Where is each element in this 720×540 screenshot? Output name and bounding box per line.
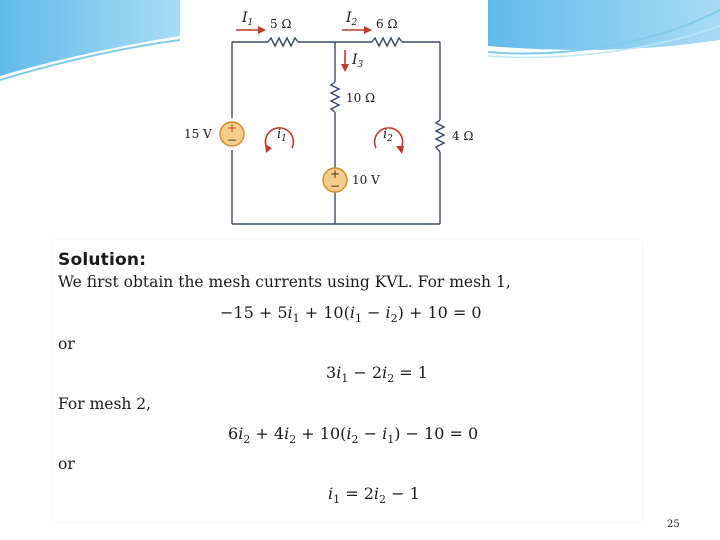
circuit-figure xyxy=(180,0,488,238)
mesh2-intro: For mesh 2, xyxy=(58,395,152,413)
resistor-6ohm xyxy=(372,38,402,46)
or-text-1: or xyxy=(58,335,75,353)
resistor-5ohm xyxy=(268,38,298,46)
mesh1-arrowhead xyxy=(265,144,272,153)
wave-left xyxy=(0,0,180,76)
label-r2: 6 Ω xyxy=(376,17,398,31)
solution-intro: We first obtain the mesh currents using KVL. For mesh 1, xyxy=(58,273,511,291)
resistor-10ohm xyxy=(331,82,339,112)
label-mesh2: $i_2$ xyxy=(383,127,393,144)
circuit-diagram xyxy=(180,0,488,238)
label-i3: $I_3$ xyxy=(352,52,364,70)
equation-mesh1-simplified: $3i_1 - 2i_2 = 1$ xyxy=(326,363,428,386)
svg-text:+: + xyxy=(226,121,238,135)
resistor-4ohm xyxy=(436,120,444,152)
label-mesh1: $i_1$ xyxy=(277,127,287,144)
svg-text:−: − xyxy=(329,179,341,193)
label-r1: 5 Ω xyxy=(270,17,292,31)
equation-mesh1: $-15 + 5i_1 + 10(i_1 - i_2) + 10 = 0$ xyxy=(220,303,482,326)
svg-text:+: + xyxy=(329,167,341,181)
equation-mesh2: $6i_2 + 4i_2 + 10(i_2 - i_1) - 10 = 0$ xyxy=(228,424,479,447)
voltage-source-15v xyxy=(220,121,244,147)
solution-panel xyxy=(52,240,642,522)
equation-mesh2-simplified: $i_1 = 2i_2 - 1$ xyxy=(328,484,420,507)
label-r3: 10 Ω xyxy=(346,91,376,105)
mesh2-arrowhead xyxy=(396,146,404,154)
svg-text:−: − xyxy=(226,133,238,147)
solution-title: Solution: xyxy=(58,250,147,270)
or-text-2: or xyxy=(58,455,75,473)
voltage-source-10v xyxy=(323,167,347,193)
label-r4: 4 Ω xyxy=(452,129,474,143)
label-i2: $I_2$ xyxy=(346,10,358,28)
page-number: 25 xyxy=(667,519,680,530)
label-v2: 10 V xyxy=(352,173,380,187)
label-i1: $I_1$ xyxy=(242,10,254,28)
label-v1: 15 V xyxy=(184,127,212,141)
